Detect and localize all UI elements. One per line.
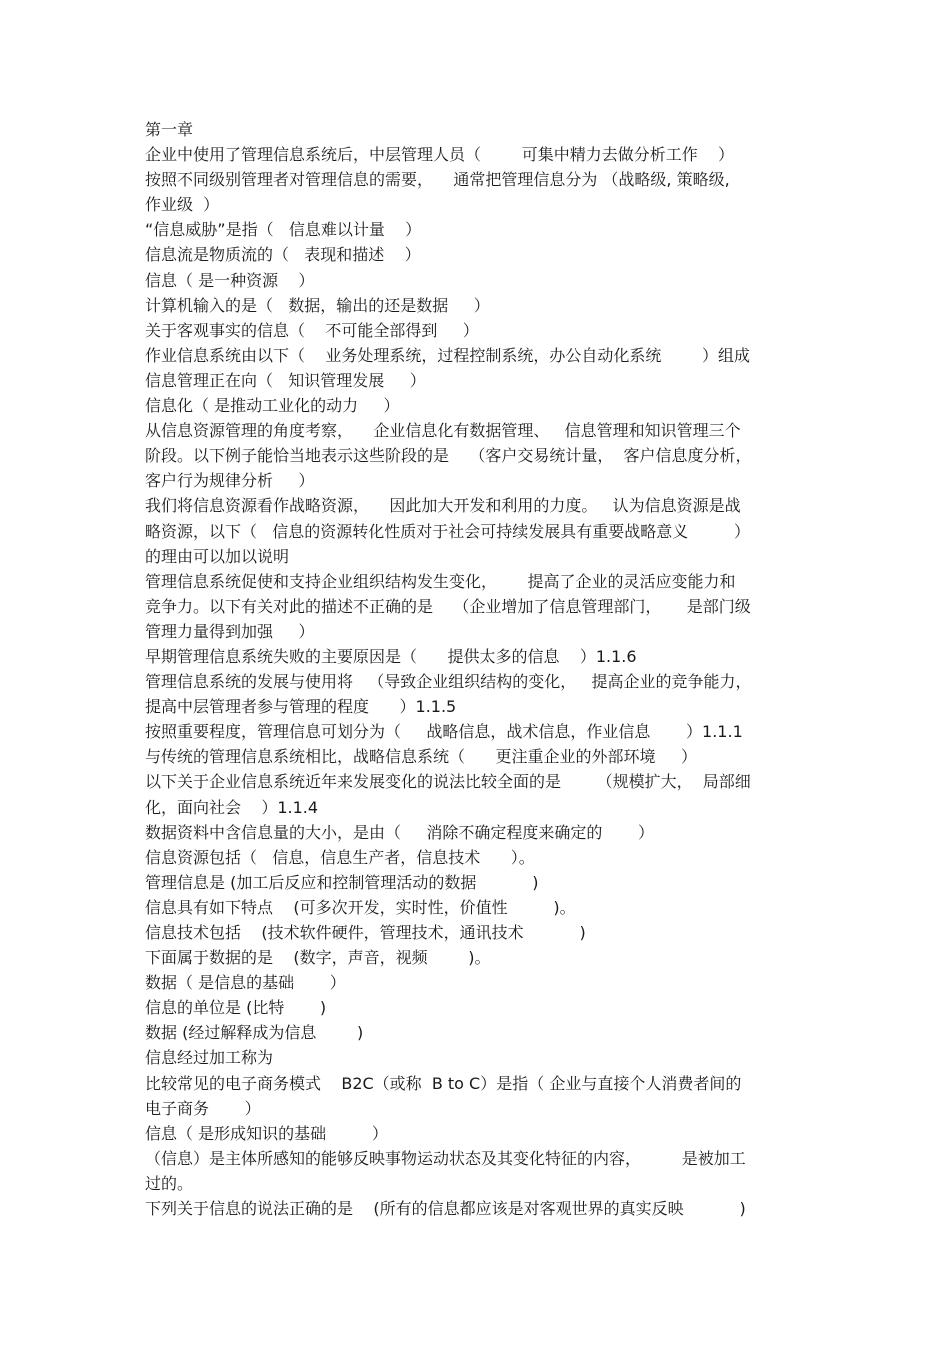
text-line: 的理由可以加以说明 xyxy=(145,546,290,566)
text-line: 信息管理正在向（ 知识管理发展 ） xyxy=(145,370,426,390)
text-line: 信息经过加工称为 xyxy=(145,1048,274,1068)
text-line: 按照重要程度，管理信息可划分为（ 战略信息，战术信息，作业信息 ）1.1.1 xyxy=(145,722,743,742)
text-line: 信息（ 是一种资源 ） xyxy=(145,270,315,290)
document-body xyxy=(145,117,810,1221)
text-line: 略资源，以下（ 信息的资源转化性质对于社会可持续发展具有重要战略意义 ） xyxy=(145,521,751,541)
text-line: 信息化（ 是推动工业化的动力 ） xyxy=(145,396,400,416)
text-line: 计算机输入的是（ 数据，输出的还是数据 ） xyxy=(145,295,490,315)
text-line: 信息技术包括 (技术软件硬件，管理技术，通讯技术 ) xyxy=(145,923,586,942)
text-line: 关于客观事实的信息（ 不可能全部得到 ） xyxy=(145,320,479,340)
text-line: 数据 (经过解释成为信息 ) xyxy=(145,1023,364,1043)
text-line: 信息的单位是 (比特 ) xyxy=(145,998,327,1018)
text-line: 下列关于信息的说法正确的是 (所有的信息都应该是对客观世界的真实反映 ) xyxy=(145,1199,746,1219)
text-line: 从信息资源管理的角度考察， 企业信息化有数据管理、 信息管理和知识管理三个 xyxy=(145,421,741,441)
text-line: 信息流是物质流的（ 表现和描述 ） xyxy=(145,245,421,265)
text-line: 过的。 xyxy=(145,1173,194,1193)
text-line: （信息）是主体所感知的能够反映事物运动状态及其变化特征的内容， 是被加工 xyxy=(145,1148,746,1168)
text-line: 作业信息系统由以下（ 业务处理系统，过程控制系统，办公自动化系统 ）组成 xyxy=(145,345,751,365)
text-line: 管理力量得到加强 ） xyxy=(145,621,315,641)
text-line: 作业级 ） xyxy=(145,195,220,215)
text-line: “信息威胁”是指（ 信息难以计量 ） xyxy=(145,220,422,240)
text-line: 客户行为规律分析 ） xyxy=(145,471,315,491)
text-line: 化，面向社会 ）1.1.4 xyxy=(145,797,319,817)
text-line: 阶段。以下例子能恰当地表示这些阶段的是 （客户交易统计量， 客户信息度分析， xyxy=(145,446,752,466)
text-line: 提高中层管理者参与管理的程度 ）1.1.5 xyxy=(145,697,457,717)
text-line: 管理信息系统促使和支持企业组织结构发生变化， 提高了企业的灵活应变能力和 xyxy=(145,571,736,591)
text-line: 信息具有如下特点 (可多次开发，实时性，价值性 )。 xyxy=(145,897,576,917)
text-line: 信息资源包括（ 信息，信息生产者，信息技术 ）。 xyxy=(145,847,535,867)
text-line: 按照不同级别管理者对管理信息的需要， 通常把管理信息分为 （战略级, 策略级, xyxy=(145,170,730,190)
text-line: 管理信息是 (加工后反应和控制管理活动的数据 ) xyxy=(145,872,539,892)
text-line: 企业中使用了管理信息系统后，中层管理人员（ 可集中精力去做分析工作 ） xyxy=(145,145,735,165)
text-line: 早期管理信息系统失败的主要原因是（ 提供太多的信息 ）1.1.6 xyxy=(145,646,637,666)
text-line: 数据（ 是信息的基础 ） xyxy=(145,973,346,993)
text-line: 与传统的管理信息系统相比，战略信息系统（ 更注重企业的外部环境 ） xyxy=(145,747,697,767)
text-line: 下面属于数据的是 (数字，声音，视频 )。 xyxy=(145,948,491,968)
text-line: 比较常见的电子商务模式 B2C（或称 B to C）是指（ 企业与直接个人消费者间的 xyxy=(145,1073,742,1093)
text-line: 以下关于企业信息系统近年来发展变化的说法比较全面的是 （规模扩大， 局部细 xyxy=(145,772,751,792)
text-line: 管理信息系统的发展与使用将 （导致企业组织结构的变化， 提高企业的竞争能力， xyxy=(145,672,752,692)
chapter-heading: 第一章 xyxy=(145,120,194,139)
text-line: 数据资料中含信息量的大小，是由（ 消除不确定程度来确定的 ） xyxy=(145,822,655,842)
text-line: 竞争力。以下有关对此的描述不正确的是 （企业增加了信息管理部门， 是部门级 xyxy=(145,596,751,616)
text-line: 信息（ 是形成知识的基础 ） xyxy=(145,1123,388,1143)
text-line: 电子商务 ） xyxy=(145,1098,261,1118)
text-line: 我们将信息资源看作战略资源， 因此加大开发和利用的力度。 认为信息资源是战 xyxy=(145,496,741,516)
